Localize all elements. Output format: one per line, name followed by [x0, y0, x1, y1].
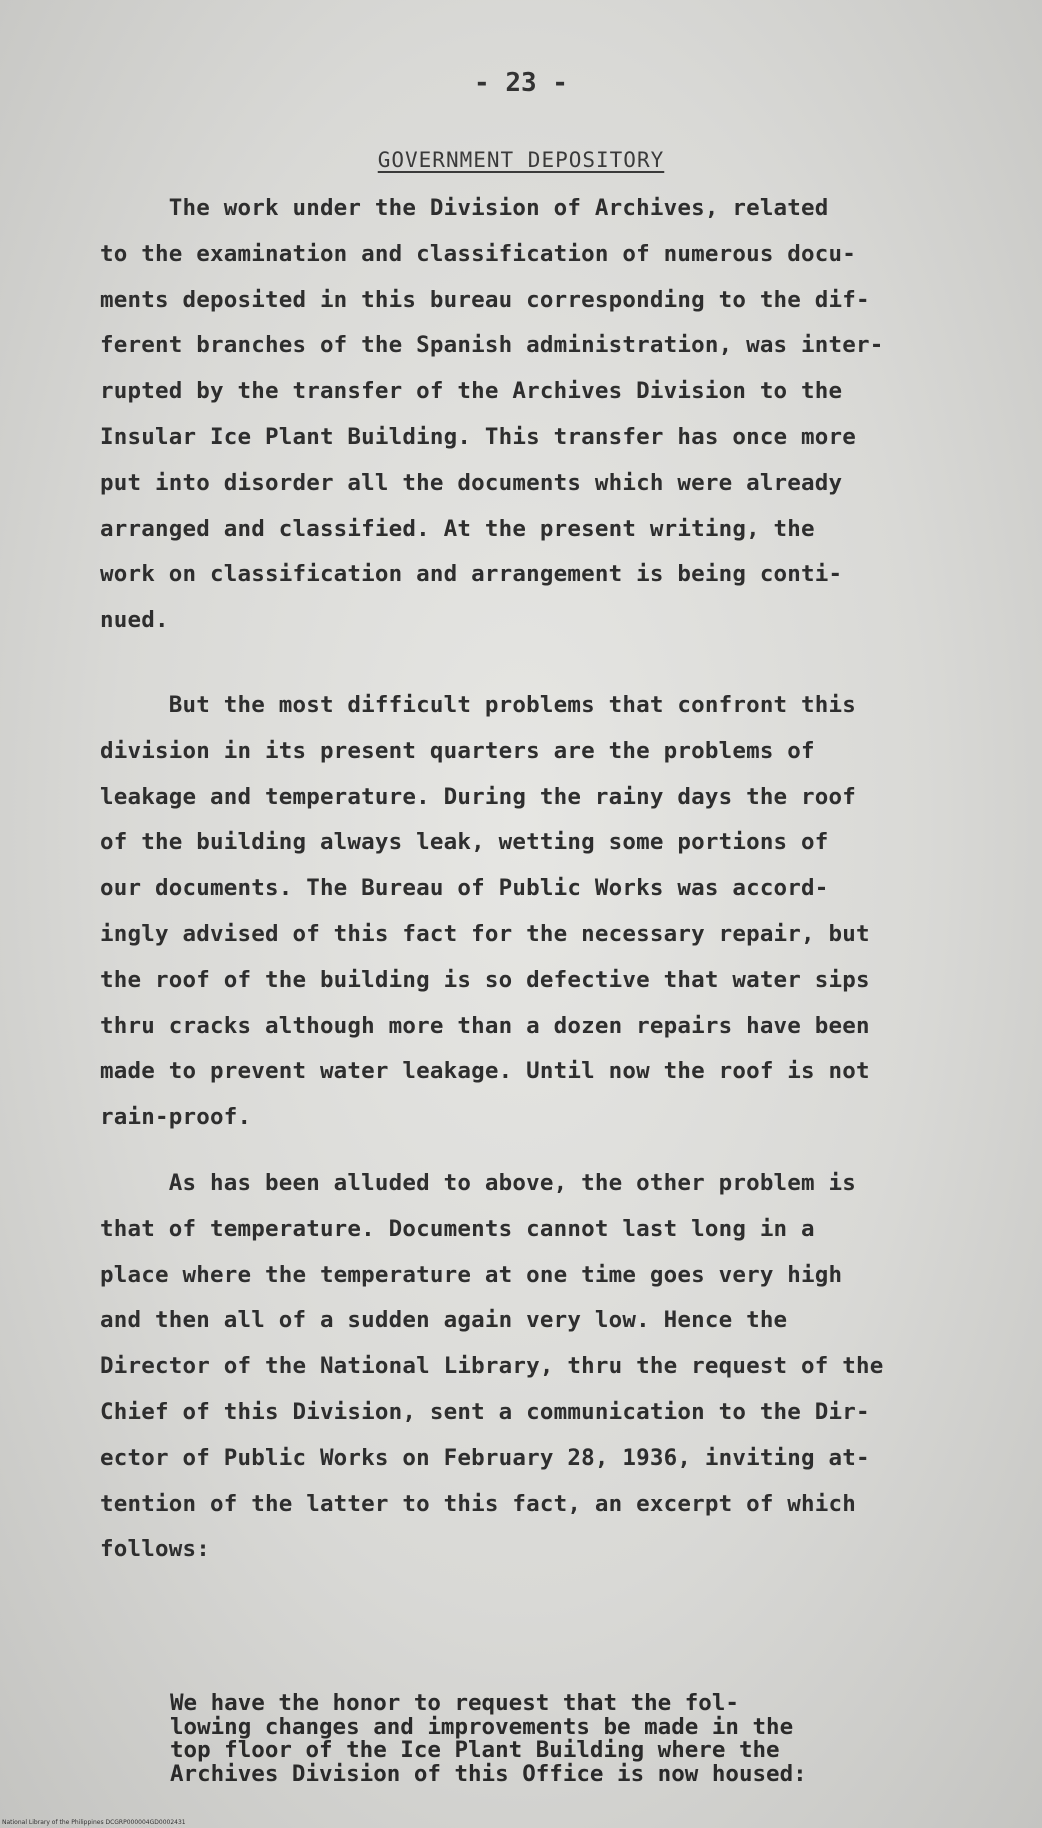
paragraph-line: leakage and temperature. During the rainy days the roof [100, 783, 857, 810]
paragraph-line: division in its present quarters are the problems of [100, 737, 815, 764]
paragraph-line: tention of the latter to this fact, an excerpt of which [100, 1490, 857, 1517]
quote-line: We have the honor to request that the fol- [170, 1690, 739, 1716]
paragraph-line: thru cracks although more than a dozen repairs have been [100, 1012, 870, 1039]
paragraph-line: to the examination and classification of numerous docu- [100, 240, 857, 267]
paragraph-line: place where the temperature at one time goes very high [100, 1261, 843, 1288]
paragraph-line: follows: [100, 1536, 210, 1563]
paragraph-line: But the most difficult problems that confront this [100, 692, 857, 718]
paragraph-line: our documents. The Bureau of Public Works was accord- [100, 875, 829, 902]
paragraph-line: As has been alluded to above, the other problem is [100, 1170, 857, 1196]
section-heading: GOVERNMENT DEPOSITORY [377, 148, 665, 172]
paragraph-line: put into disorder all the documents which were already [100, 469, 843, 496]
paragraph-line: arranged and classified. At the present writing, the [100, 515, 815, 542]
paragraph-line: nued. [100, 607, 169, 634]
quote-line: lowing changes and improvements be made in the [170, 1713, 794, 1740]
paragraph-line: of the building always leak, wetting some portions of [100, 829, 829, 856]
page-number: - 23 - [474, 68, 568, 98]
paragraph-line: that of temperature. Documents cannot last long in a [100, 1215, 815, 1242]
paragraph-line: rain-proof. [100, 1104, 252, 1131]
quoted-excerpt [170, 1692, 970, 1786]
paragraph-line: made to prevent water leakage. Until now the roof is not [100, 1058, 870, 1085]
paragraph-temperature-problem [100, 1161, 980, 1573]
paragraph-line: Director of the National Library, thru the request of the [100, 1353, 884, 1380]
paragraph-line: ingly advised of this fact for the necessary repair, but [100, 920, 870, 947]
paragraph-line: ferent branches of the Spanish administration, was inter- [100, 332, 884, 359]
paragraph-line: work on classification and arrangement is being conti- [100, 561, 843, 588]
archive-credit: National Library of the Philippines DCGRP000004GD0002431 [2, 1819, 186, 1826]
paragraph-leakage-problem [100, 683, 980, 1141]
paragraph-line: and then all of a sudden again very low. Hence the [100, 1307, 788, 1334]
quote-line: Archives Division of this Office is now housed: [170, 1760, 807, 1787]
paragraph-line: ector of Public Works on February 28, 1936, inviting at- [100, 1444, 870, 1471]
paragraph-line: rupted by the transfer of the Archives Division to the [100, 378, 843, 405]
paragraph-line: Chief of this Division, sent a communication to the Dir- [100, 1398, 870, 1425]
paragraph-line: ments deposited in this bureau corresponding to the dif- [100, 286, 870, 313]
paragraph-archives-work [100, 186, 980, 644]
quote-line: top floor of the Ice Plant Building where the [170, 1737, 780, 1763]
paragraph-line: Insular Ice Plant Building. This transfer has once more [100, 423, 857, 450]
paragraph-line: The work under the Division of Archives, related [100, 195, 829, 221]
paragraph-line: the roof of the building is so defective that water sips [100, 966, 870, 993]
